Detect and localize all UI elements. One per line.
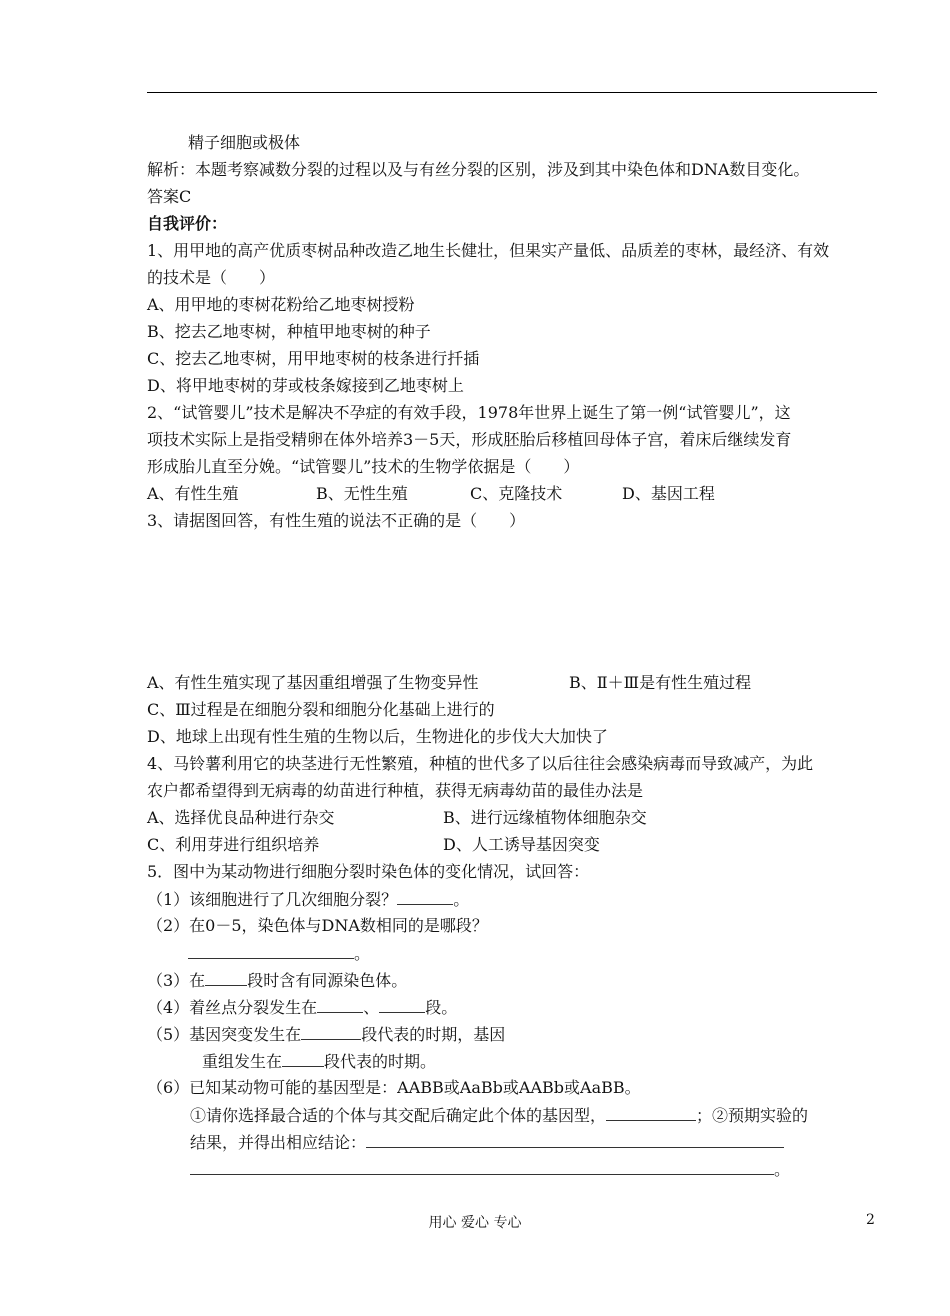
answer-blank[interactable] bbox=[317, 997, 363, 1013]
question-2-cont: 项技术实际上是指受精卵在体外培养3－5天，形成胚胎后移植回母体子宫，着床后继续发育 bbox=[147, 430, 792, 449]
answer-blank[interactable] bbox=[188, 943, 354, 959]
sub-question-5-cont bbox=[202, 1051, 436, 1072]
sub-question-text: 。 bbox=[354, 944, 371, 963]
question-5: 5．图中为某动物进行细胞分裂时染色体的变化情况，试回答： bbox=[147, 862, 590, 881]
sub-question-5 bbox=[147, 1024, 505, 1045]
sub-question-text: 。 bbox=[453, 890, 470, 909]
answer-blank[interactable] bbox=[282, 1051, 324, 1067]
sub-question-text: （1）该细胞进行了几次细胞分裂？ bbox=[147, 890, 398, 909]
sub-question-1 bbox=[147, 889, 469, 910]
option-c: C、克隆技术 bbox=[470, 484, 563, 503]
footer-motto: 用心 爱心 专心 bbox=[428, 1215, 522, 1231]
option-a: A、有性生殖实现了基因重组增强了生物变异性 bbox=[147, 673, 479, 692]
option-a: A、选择优良品种进行杂交 bbox=[147, 808, 335, 827]
option-c: C、Ⅲ过程是在细胞分裂和细胞分化基础上进行的 bbox=[147, 700, 495, 719]
option-c: C、利用芽进行组织培养 bbox=[147, 835, 320, 854]
answer-blank[interactable] bbox=[190, 1159, 774, 1175]
question-4-cont: 农户都希望得到无病毒的幼苗进行种植，获得无病毒幼苗的最佳办法是 bbox=[147, 781, 644, 800]
sub-question-6-part2 bbox=[190, 1132, 784, 1153]
sub-question-text: 段代表的时期。 bbox=[324, 1052, 437, 1071]
sub-question-2-answer bbox=[188, 943, 370, 964]
question-4: 4、马铃薯利用它的块茎进行无性繁殖，种植的世代多了以后往往会感染病毒而导致减产，为此 bbox=[147, 754, 814, 773]
section-heading: 自我评价： bbox=[147, 214, 228, 233]
option-a: A、用甲地的枣树花粉给乙地枣树授粉 bbox=[147, 295, 415, 314]
answer-blank[interactable] bbox=[397, 889, 453, 905]
answer-blank[interactable] bbox=[205, 970, 247, 986]
question-3: 3、请据图回答，有性生殖的说法不正确的是（ ） bbox=[147, 511, 526, 530]
sub-question-text: （5）基因突变发生在 bbox=[147, 1025, 302, 1044]
page-number: 2 bbox=[866, 1212, 875, 1228]
text-line: 精子细胞或极体 bbox=[188, 133, 301, 152]
sub-question-text: ①请你选择最合适的个体与其交配后确定此个体的基因型， bbox=[190, 1106, 607, 1125]
option-b: B、Ⅱ＋Ⅲ是有性生殖过程 bbox=[569, 673, 752, 692]
answer-blank[interactable] bbox=[379, 997, 425, 1013]
option-a: A、有性生殖 bbox=[147, 484, 239, 503]
option-d: D、人工诱导基因突变 bbox=[443, 835, 600, 854]
sub-question-text: （4）着丝点分裂发生在 bbox=[147, 998, 318, 1017]
sub-question-6: （6）已知某动物可能的基因型是：AABB或AaBb或AABb或AaBB。 bbox=[147, 1078, 641, 1097]
sub-question-4 bbox=[147, 997, 457, 1018]
option-d: D、基因工程 bbox=[622, 484, 715, 503]
sub-question-text: 段。 bbox=[425, 998, 458, 1017]
option-b: B、无性生殖 bbox=[316, 484, 408, 503]
sub-question-3 bbox=[147, 970, 407, 991]
question-1: 1、用甲地的高产优质枣树品种改造乙地生长健壮，但果实产量低、品质差的枣林，最经济、有效 bbox=[147, 241, 830, 260]
option-d: D、地球上出现有性生殖的生物以后，生物进化的步伐大大加快了 bbox=[147, 727, 608, 746]
sub-question-text: 段代表的时期，基因 bbox=[361, 1025, 506, 1044]
sub-question-text: 重组发生在 bbox=[202, 1052, 283, 1071]
sub-question-text: （3）在 bbox=[147, 971, 206, 990]
sub-question-2: （2）在0－5，染色体与DNA数相同的是哪段？ bbox=[147, 916, 488, 935]
sub-question-text: 。 bbox=[774, 1160, 791, 1179]
question-2: 2、“试管婴儿”技术是解决不孕症的有效手段，1978年世界上诞生了第一例“试管婴儿”，这 bbox=[147, 403, 791, 422]
header-rule bbox=[147, 92, 877, 93]
option-d: D、将甲地枣树的芽或枝条嫁接到乙地枣树上 bbox=[147, 376, 464, 395]
sub-question-text: ；②预期实验的 bbox=[696, 1106, 809, 1125]
analysis-line: 解析：本题考察减数分裂的过程以及与有丝分裂的区别，涉及到其中染色体和DNA数目变化。 bbox=[147, 160, 810, 179]
answer-blank[interactable] bbox=[366, 1132, 784, 1148]
figure-placeholder bbox=[147, 545, 877, 665]
sub-question-text: 、 bbox=[363, 998, 380, 1017]
sub-question-6-part3 bbox=[190, 1159, 790, 1180]
option-b: B、挖去乙地枣树，种植甲地枣树的种子 bbox=[147, 322, 431, 341]
sub-question-6-part1 bbox=[190, 1105, 808, 1126]
option-b: B、进行远缘植物体细胞杂交 bbox=[443, 808, 647, 827]
sub-question-text: 结果，并得出相应结论： bbox=[190, 1133, 367, 1152]
option-c: C、挖去乙地枣树，用甲地枣树的枝条进行扦插 bbox=[147, 349, 480, 368]
sub-question-text: 段时含有同源染色体。 bbox=[247, 971, 408, 990]
answer-blank[interactable] bbox=[606, 1105, 696, 1121]
question-1-cont: 的技术是（ ） bbox=[147, 268, 276, 287]
answer-blank[interactable] bbox=[301, 1024, 361, 1040]
answer-line: 答案C bbox=[147, 187, 192, 206]
question-2-cont: 形成胎儿直至分娩。“试管婴儿”技术的生物学依据是（ ） bbox=[147, 457, 580, 476]
